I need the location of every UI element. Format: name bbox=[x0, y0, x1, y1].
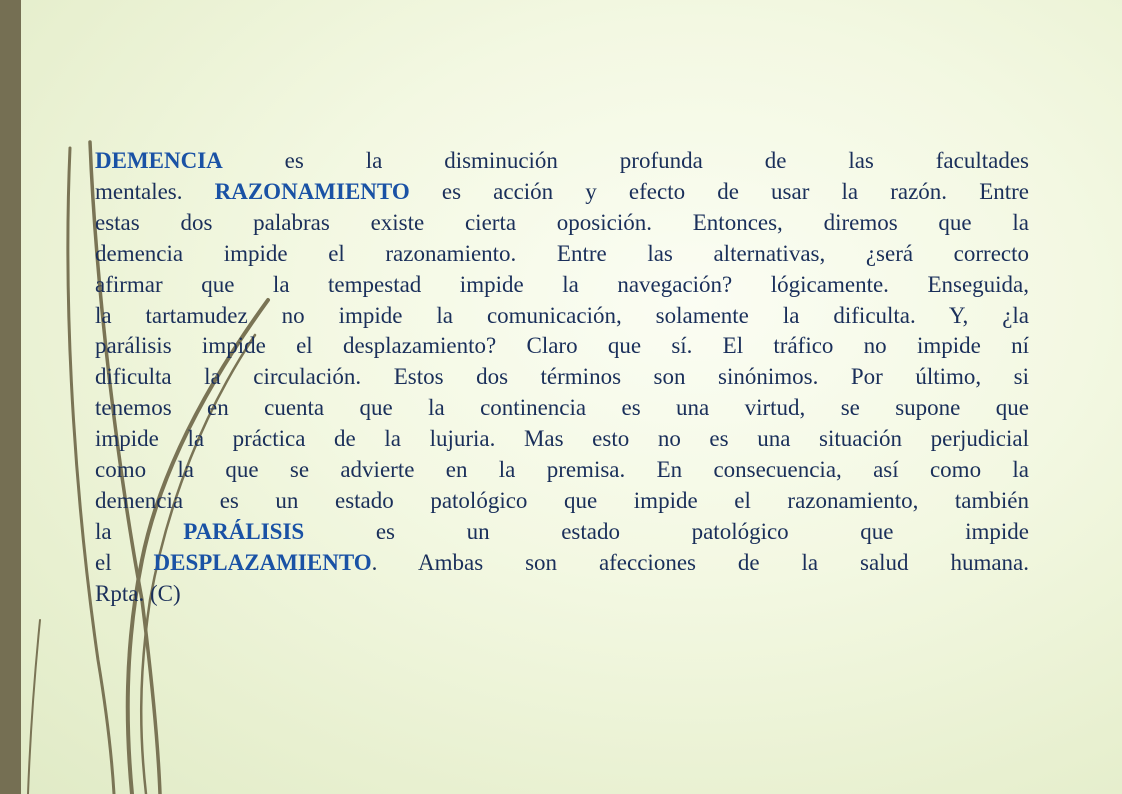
term-razonamiento: RAZONAMIENTO bbox=[214, 178, 410, 204]
text-line-9: tenemos en cuenta que la continencia es una virtud, se supone que bbox=[95, 395, 1029, 421]
text-segment: la bbox=[95, 518, 184, 544]
text-line-1 bbox=[95, 146, 1029, 177]
text-segment: mentales. bbox=[95, 178, 215, 204]
text-line-10: impide la práctica de la lujuria. Mas esto no es una situación perjudicial bbox=[95, 426, 1029, 452]
text-line-2 bbox=[95, 177, 1029, 208]
text-line-5: afirmar que la tempestad impide la navegación? lógicamente. Enseguida, bbox=[95, 271, 1029, 297]
text-line-4: demencia impide el razonamiento. Entre las alternativas, ¿será correcto bbox=[95, 240, 1029, 266]
text-line-12: demencia es un estado patológico que impide el razonamiento, también bbox=[95, 487, 1029, 513]
text-segment: . Ambas son afecciones de la salud humana. bbox=[371, 549, 1030, 575]
decor-curve-5 bbox=[28, 620, 40, 794]
text-line-6: la tartamudez no impide la comunicación, solamente la dificulta. Y, ¿la bbox=[95, 302, 1029, 328]
text-line-3: estas dos palabras existe cierta oposición. Entonces, diremos que la bbox=[95, 209, 1029, 235]
text-line-11: como la que se advierte en la premisa. En consecuencia, así como la bbox=[95, 457, 1029, 483]
text-segment: es acción y efecto de usar la razón. Entre bbox=[409, 178, 1029, 204]
term-paralisis: PARÁLISIS bbox=[183, 518, 305, 544]
text-segment: es la disminución profunda de las facultades bbox=[222, 148, 1029, 173]
text-line-7: parálisis impide el desplazamiento? Claro que sí. El tráfico no impide ní bbox=[95, 333, 1029, 359]
text-segment: el bbox=[95, 549, 154, 575]
term-demencia: DEMENCIA bbox=[95, 148, 223, 173]
text-line-13 bbox=[95, 517, 1029, 548]
text-segment: es un estado patológico que impide bbox=[304, 518, 1029, 544]
explanation-paragraph bbox=[95, 146, 1029, 610]
answer-line: Rpta. (C) bbox=[95, 580, 181, 606]
left-accent-bar bbox=[0, 0, 21, 794]
text-line-14 bbox=[95, 548, 1029, 579]
term-desplazamiento: DESPLAZAMIENTO bbox=[153, 549, 372, 575]
text-line-8: dificulta la circulación. Estos dos términos son sinónimos. Por último, si bbox=[95, 364, 1029, 390]
